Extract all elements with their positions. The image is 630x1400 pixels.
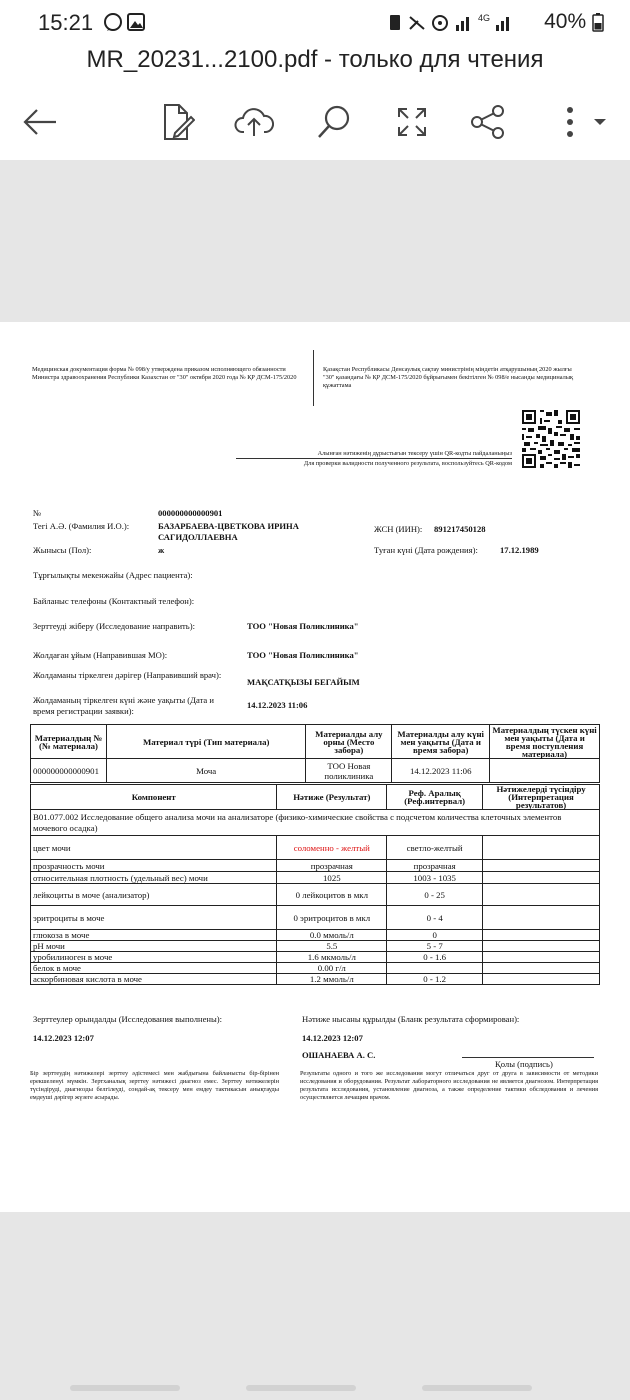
mo-value: ТОО "Новая Поликлиника" — [247, 650, 359, 660]
signature-line — [462, 1057, 594, 1058]
result-ref: 0 - 25 — [387, 884, 483, 906]
result-row — [31, 941, 600, 952]
result-value-abnormal: соломенно - желтый — [277, 836, 387, 860]
number-value: 000000000000901 — [158, 508, 223, 518]
result-ref: 1003 - 1035 — [387, 872, 483, 884]
nav-back-button[interactable] — [422, 1385, 532, 1391]
result-row — [31, 930, 600, 941]
signer-name: ОШАНАЕВА А. С. — [302, 1050, 376, 1060]
material-header-cell: Материалдың № (№ материала) — [31, 725, 107, 759]
pdf-page[interactable] — [0, 322, 630, 1212]
result-interpretation — [483, 872, 600, 884]
study-title: B01.077.002 Исследование общего анализа мочи на анализаторе (физико-химические свойства с подсчетом количества клеточных элементов мочевого осадка) — [31, 810, 600, 836]
results-header-row — [31, 785, 600, 810]
more-options-icon[interactable] — [552, 102, 612, 142]
regdate-value: 14.12.2023 11:06 — [247, 700, 308, 710]
result-interpretation — [483, 952, 600, 963]
doctor-label: Жолдаманы тіркелген дәрігер (Направивший врач): — [33, 670, 222, 680]
material-date: 14.12.2023 11:06 — [392, 759, 490, 783]
done-value: 14.12.2023 12:07 — [33, 1033, 94, 1043]
result-ref: светло-желтый — [387, 836, 483, 860]
result-value: 0 эритроцитов в мкл — [277, 906, 387, 930]
result-ref: 0 — [387, 930, 483, 941]
footer-note-ru: Результаты одного и того же исследования могут отличаться друг от друга в зависимости от методики исследования и оборудования. Результат лабораторного исследования не является диагнозом. Интерпретация результата исследования, установление диагноза, а также определение тактики обследования и лечения осуществляется лечащим врачом. — [300, 1070, 598, 1101]
search-icon[interactable] — [314, 102, 354, 142]
phone-label: Байланыс телефоны (Контактный телефон): — [33, 596, 195, 606]
status-bar — [0, 0, 630, 46]
result-ref: 5 - 7 — [387, 941, 483, 952]
nav-home-button[interactable] — [246, 1385, 356, 1391]
study-title-row — [31, 810, 600, 836]
status-right — [388, 10, 604, 34]
result-value: 1.2 ммоль/л — [277, 974, 387, 985]
material-header-cell: Материалды алу орны (Место забора) — [306, 725, 392, 759]
result-interpretation — [483, 930, 600, 941]
done-label: Зерттеулер орындалды (Исследования выполнены): — [33, 1014, 223, 1024]
result-name: эритроциты в моче — [31, 906, 277, 930]
address-label: Тұрғылықты мекенжайы (Адрес пациента): — [33, 570, 193, 580]
result-name: pH мочи — [31, 941, 277, 952]
result-interpretation — [483, 836, 600, 860]
signature-label: Қолы (подпись) — [495, 1059, 553, 1069]
result-ref: 0 - 1.2 — [387, 974, 483, 985]
left-header-text: Медицинская документация форма № 098/у утверждена приказом исполняющего обязанности Министра здравоохранения Республики Казахстан от "30" октября 2020 года № ҚР ДСМ-175/2020 — [32, 366, 297, 381]
result-row — [31, 963, 600, 974]
result-interpretation — [483, 963, 600, 974]
result-name: белок в моче — [31, 963, 277, 974]
formed-label: Нәтиже нысаны құрылды (Бланк результата сформирован): — [302, 1014, 520, 1024]
qr-check-ru: Для проверки валидности полученного результата, воспользуйтесь QR-кодом — [303, 460, 512, 467]
material-type: Моча — [106, 759, 305, 783]
notification-icons — [104, 12, 148, 37]
result-interpretation — [483, 860, 600, 872]
right-header-text: Қазақстан Республикасы Денсаулық сақтау министрінің міндетін атқарушының 2020 жылғы "30" қазандағы № ҚР ДСМ-175/2020 бұйрығымен бекітілген № 098/е нысанды медициналық құжаттама — [323, 366, 574, 389]
material-header-cell: Материалды алу күні мен уақыты (Дата и время забора) — [392, 725, 490, 759]
network-type: 4G — [478, 13, 491, 24]
result-value: 0 лейкоцитов в мкл — [277, 884, 387, 906]
results-header-cell: Нәтиже (Результат) — [277, 785, 387, 810]
result-row — [31, 836, 600, 860]
result-ref: 0 - 1.6 — [387, 952, 483, 963]
iin-label: ЖСН (ИИН): — [374, 524, 423, 534]
formed-value: 14.12.2023 12:07 — [302, 1033, 363, 1043]
regdate-label: Жолдаманың тіркелген күні және уақыты (Дата и время регистрации заявки): — [33, 695, 214, 716]
dob-label: Туған күні (Дата рождения): — [374, 545, 478, 555]
referral-label: Зерттеуді жіберу (Исследование направить): — [33, 621, 195, 631]
result-value: 1025 — [277, 872, 387, 884]
document-title: MR_20231...2100.pdf - только для чтения — [86, 46, 544, 73]
results-header-cell: Реф. Аралық (Реф.интервал) — [387, 785, 483, 810]
result-interpretation — [483, 906, 600, 930]
result-name: уробилиноген в моче — [31, 952, 277, 963]
result-name: цвет мочи — [31, 836, 277, 860]
result-name: лейкоциты в моче (анализатор) — [31, 884, 277, 906]
number-label: № — [33, 508, 42, 518]
material-number: 000000000000901 — [31, 759, 107, 783]
nav-recents-button[interactable] — [70, 1385, 180, 1391]
dob-value: 17.12.1989 — [500, 545, 539, 555]
mo-label: Жолдаған ұйым (Направившая МО): — [33, 650, 168, 660]
result-ref: прозрачная — [387, 860, 483, 872]
result-row — [31, 974, 600, 985]
iin-value: 891217450128 — [434, 524, 486, 534]
result-interpretation — [483, 974, 600, 985]
battery-icon — [592, 12, 604, 32]
gender-label: Жынысы (Пол): — [33, 545, 92, 555]
result-value: 1.6 мкмоль/л — [277, 952, 387, 963]
result-value: 0.0 ммоль/л — [277, 930, 387, 941]
result-row — [31, 952, 600, 963]
gender-value: ж — [158, 545, 165, 555]
qr-code — [520, 408, 582, 470]
result-value: 0.00 г/л — [277, 963, 387, 974]
material-header-cell: Материалдың түскен күні мен уақыты (Дата и время поступления материала) — [490, 725, 600, 759]
battery-level: 40% — [544, 10, 587, 33]
result-value: прозрачная — [277, 860, 387, 872]
results-table — [30, 784, 600, 985]
result-row — [31, 872, 600, 884]
back-arrow-icon[interactable] — [20, 102, 60, 142]
referral-value: ТОО "Новая Поликлиника" — [247, 621, 359, 631]
result-name: относительная плотность (удельный вес) мочи — [31, 872, 277, 884]
result-value: 5.5 — [277, 941, 387, 952]
footer-note-kz: Бір зерттеудің нәтижелері зерттеу әдістемесі мен жабдығына байланысты бір-бірінен ерекшеленуі мүмкін. Зертханалық зерттеу нәтижесі диагноз емес. Зерттеу нәтижелерін түсіндіруді, диагнозды белгілеуді, сондай-ақ тексеру мен емдеу тактикасын анықтауды емдеуші дәрігер жүзеге асырады. — [30, 1070, 279, 1101]
result-ref — [387, 963, 483, 974]
result-row — [31, 906, 600, 930]
edit-document-icon[interactable] — [158, 102, 198, 142]
result-interpretation — [483, 884, 600, 906]
doctor-value: МАҚСАТҚЫЗЫ БЕГАЙЫМ — [247, 677, 360, 687]
share-icon[interactable] — [468, 102, 508, 142]
material-row — [31, 759, 600, 783]
qr-check-kz: Алынған нәтиженің дұрыстығын тексеру үшін QR-кодты пайдаланыңыз — [236, 450, 512, 459]
material-header-cell: Материал түрі (Тип материала) — [106, 725, 305, 759]
header-divider — [313, 350, 314, 406]
result-name: прозрачность мочи — [31, 860, 277, 872]
material-place: ТОО Новая поликлиника — [306, 759, 392, 783]
material-table — [30, 724, 600, 783]
result-ref: 0 - 4 — [387, 906, 483, 930]
app-toolbar — [0, 46, 630, 160]
fullscreen-icon[interactable] — [392, 102, 432, 142]
result-row — [31, 860, 600, 872]
result-name: глюкоза в моче — [31, 930, 277, 941]
result-row — [31, 884, 600, 906]
name-value: БАЗАРБАЕВА-ЦВЕТКОВА ИРИНА САГИДОЛЛАЕВНА — [158, 521, 299, 542]
results-header-cell: Компонент — [31, 785, 277, 810]
results-header-cell: Нәтижелерді түсіндіру (Интерпретация результатов) — [483, 785, 600, 810]
cloud-upload-icon[interactable] — [234, 102, 274, 142]
name-label: Тегі А.Ә. (Фамилия И.О.): — [33, 521, 130, 531]
result-interpretation — [483, 941, 600, 952]
result-name: аскорбиновая кислота в моче — [31, 974, 277, 985]
status-time: 15:21 — [38, 10, 94, 35]
material-received — [490, 759, 600, 783]
material-header-row — [31, 725, 600, 759]
